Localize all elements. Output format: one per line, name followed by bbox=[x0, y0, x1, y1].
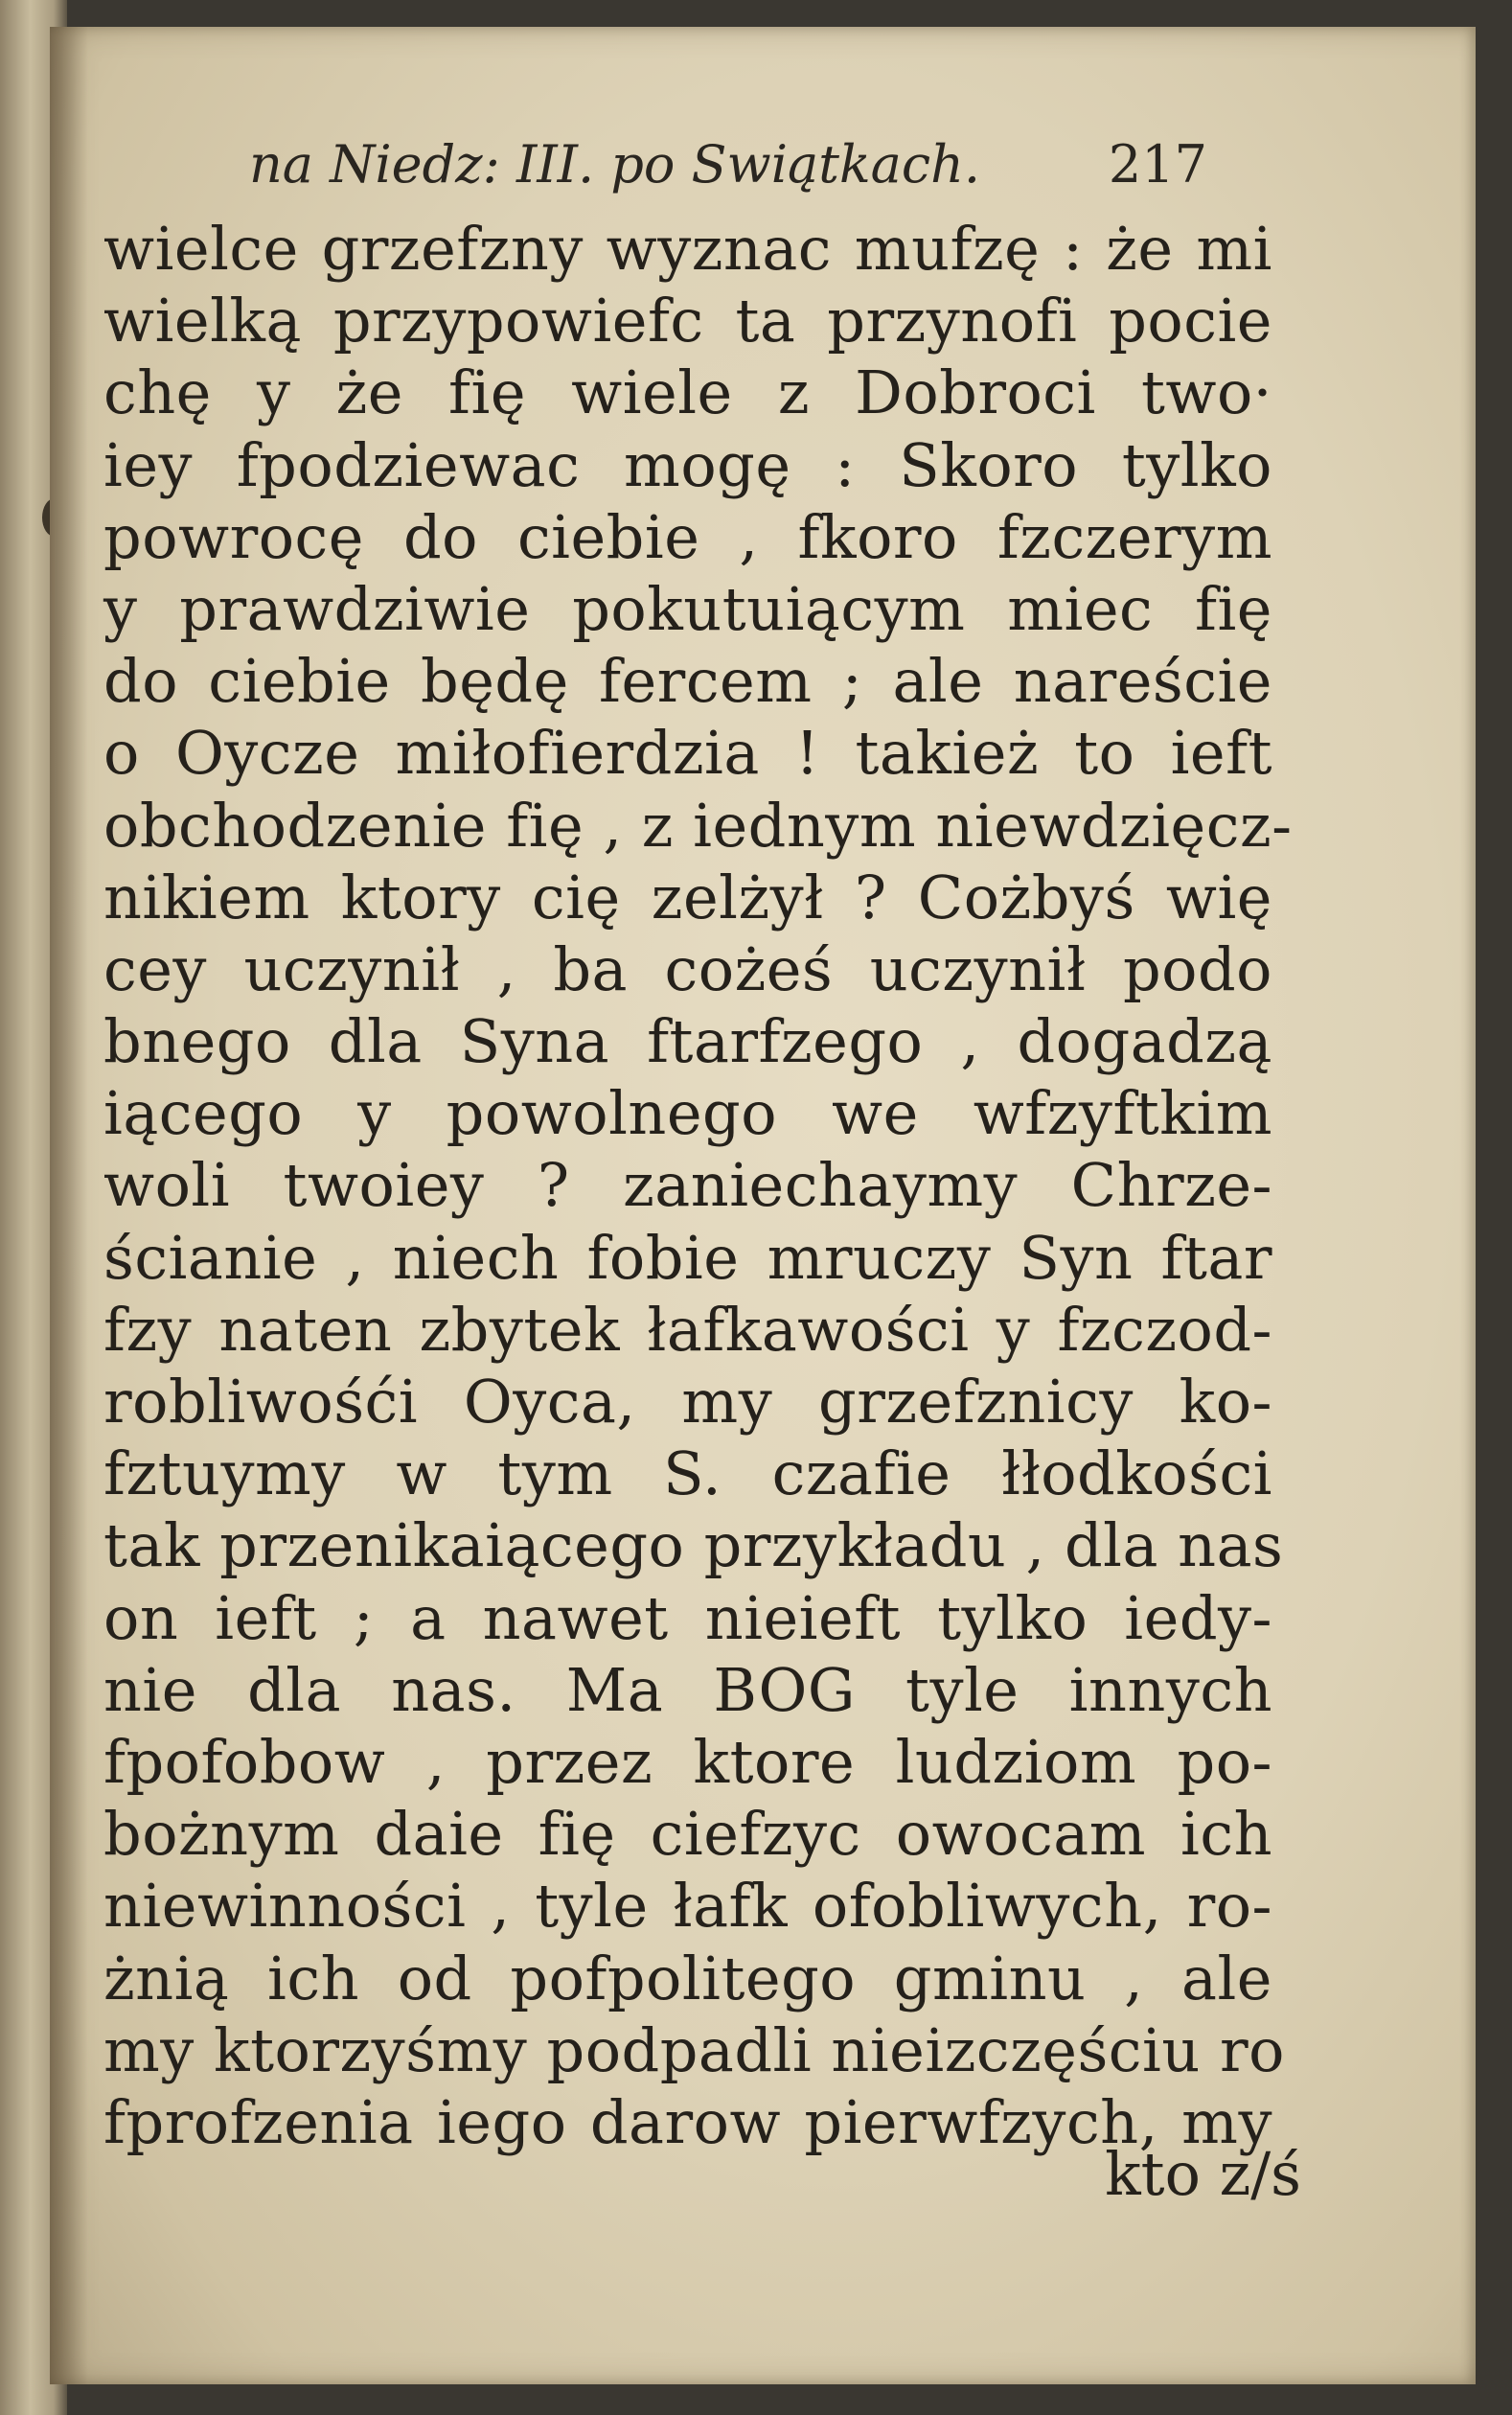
text-line: bożnym daie fię ciefzyc owocam ich bbox=[103, 1799, 1272, 1870]
text-line: on ieft ; a nawet nieieft tylko iedy- bbox=[103, 1582, 1272, 1653]
text-line: y prawdziwie pokutuiącym miec fię bbox=[103, 573, 1272, 644]
text-line: nie dla nas. Ma BOG tyle innych bbox=[103, 1654, 1272, 1725]
text-line: fztuymy w tym S. czafie łłodkości bbox=[103, 1438, 1272, 1509]
text-line: tak przenikaiącego przykładu , dla nas bbox=[103, 1510, 1284, 1581]
text-line: o Oycze miłofierdzia ! takież to ieft bbox=[103, 718, 1272, 789]
page-gutter-shadow bbox=[50, 27, 88, 2384]
text-line: do ciebie będę fercem ; ale nareście bbox=[103, 646, 1272, 717]
page-header bbox=[249, 134, 1207, 211]
text-line: my ktorzyśmy podpadli nieizczęściu ro bbox=[103, 2014, 1285, 2085]
running-title: na Niedz: III. po Swiątkach. bbox=[249, 134, 981, 195]
text-line: ścianie , niech fobie mruczy Syn ftar bbox=[103, 1222, 1272, 1293]
text-line: fzy naten zbytek łafkawości y fzczod- bbox=[103, 1294, 1272, 1365]
text-line: wielką przypowiefc ta przynofi pocie bbox=[103, 286, 1272, 356]
text-line: niewinności , tyle łafk ofobliwych, ro- bbox=[103, 1871, 1272, 1942]
text-line: wielce grzefzny wyznac mufzę : że mi bbox=[103, 214, 1272, 284]
text-line: bnego dla Syna ftarfzego , dogadzą bbox=[103, 1006, 1272, 1077]
text-line: powrocę do ciebie , fkoro fzczerym bbox=[103, 501, 1272, 572]
text-line: żnią ich od pofpolitego gminu , ale bbox=[103, 1943, 1272, 2013]
text-line: fprofzenia iego darow pierwfzych, my bbox=[103, 2086, 1272, 2157]
text-line: cey uczynił , ba cożeś uczynił podo bbox=[103, 933, 1272, 1004]
text-line: obchodzenie fię , z iednym niewdzięcz- bbox=[103, 790, 1293, 861]
body-text bbox=[103, 213, 1293, 2158]
page-number: 217 bbox=[1108, 134, 1207, 195]
text-line: iącego y powolnego we wfzyftkim bbox=[103, 1078, 1272, 1149]
catchword: kto z/ś bbox=[1105, 2139, 1301, 2209]
text-line: woli twoiey ? zaniechaymy Chrze- bbox=[103, 1150, 1272, 1221]
text-line: iey fpodziewac mogę : Skoro tylko bbox=[103, 429, 1272, 500]
text-line: fpofobow , przez ktore ludziom po- bbox=[103, 1726, 1272, 1797]
text-line: nikiem ktory cię zelżył ? Cożbyś wię bbox=[103, 862, 1272, 932]
text-line: chę y że fię wiele z Dobroci two· bbox=[103, 357, 1272, 428]
text-line: robliwośći Oyca, my grzefznicy ko- bbox=[103, 1367, 1272, 1437]
